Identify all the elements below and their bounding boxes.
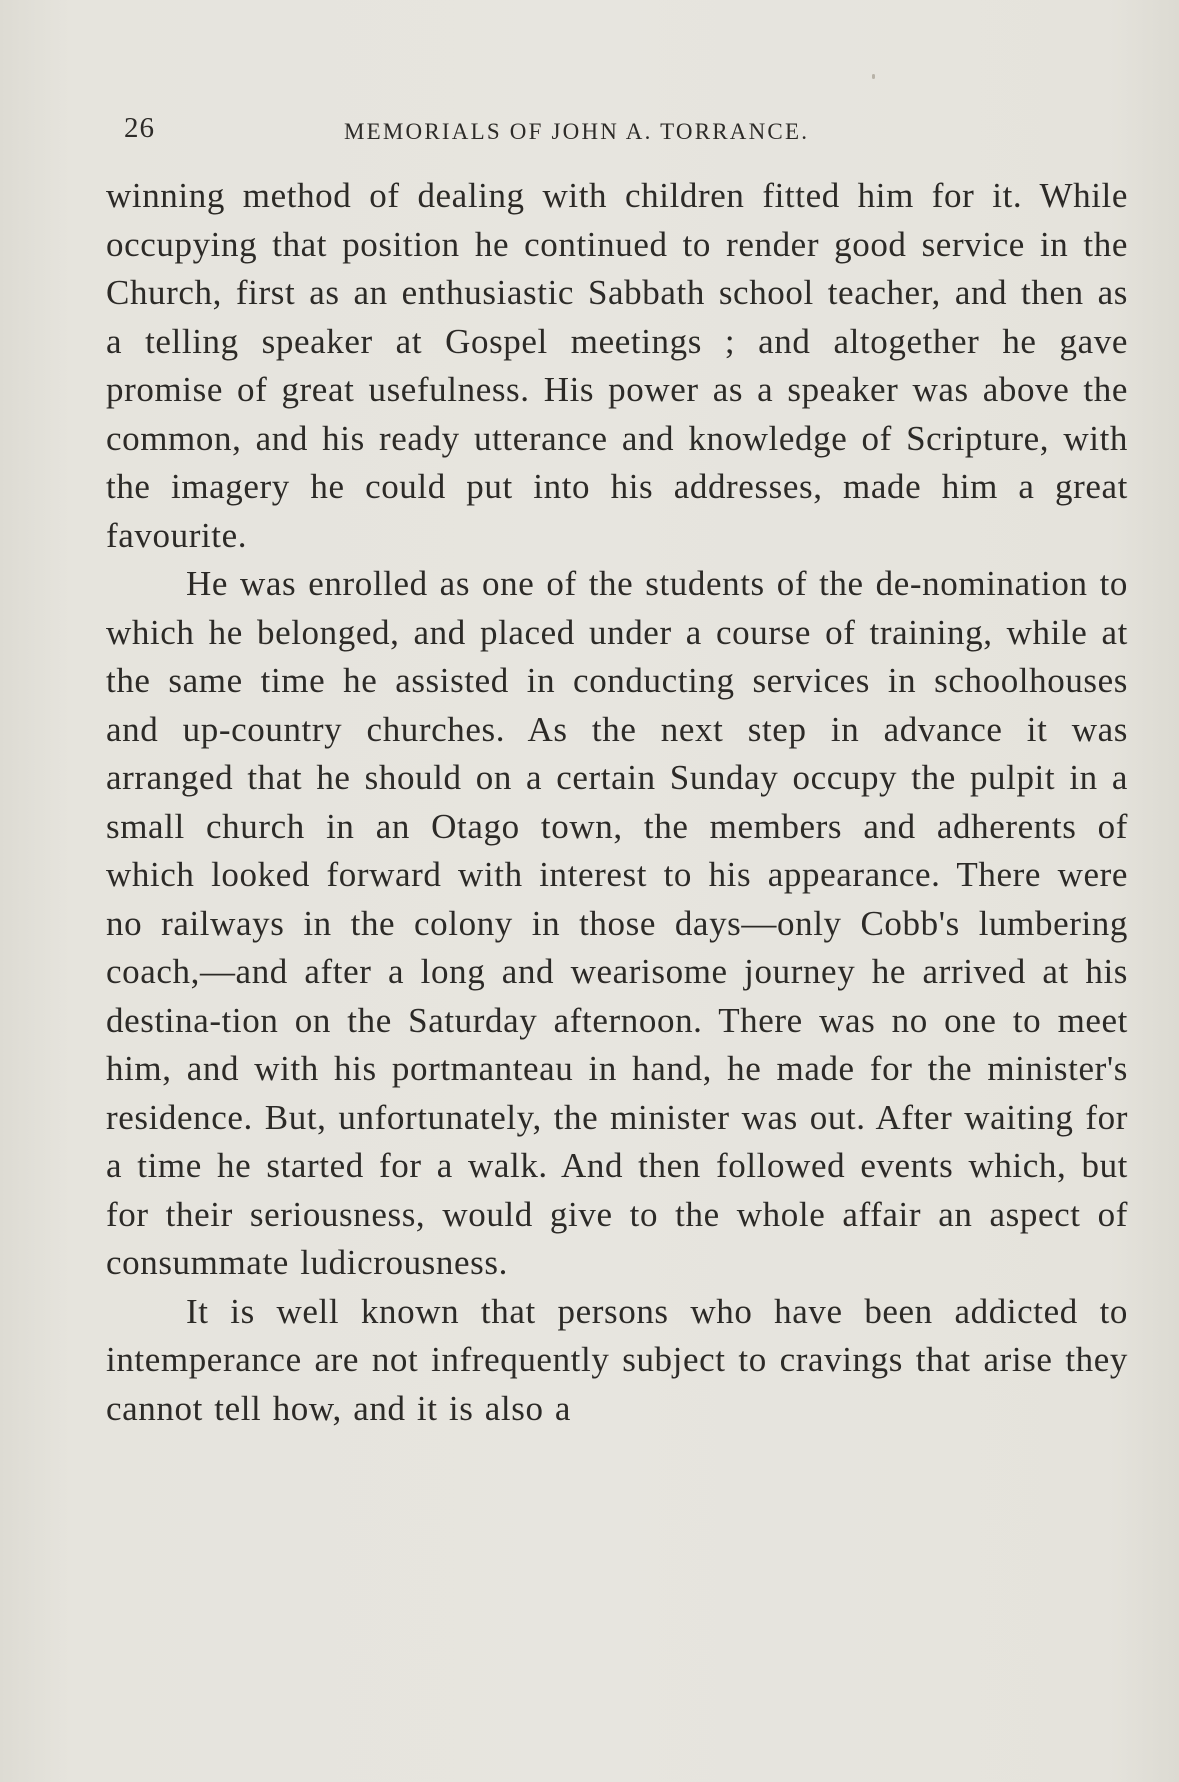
paragraph-3: It is well known that persons who have been addicted to intemperance are not infrequently subject to cravings that arise they cannot tell how, and it is also a (106, 1291, 1128, 1428)
paragraph-2: He was enrolled as one of the students of the de-nomination to which he belonged, and placed under a course of training, while at the same time he assisted in conducting services in schoolhouses and up-country churches. As the next step in advance it was arranged that he should on a certain Sunday occupy the pulpit in a small church in an Otago town, the members and adherents of which looked forward with interest to his appearance. There were no railways in the colony in those days—only Cobb's lumbering coach,—and after a long and wearisome journey he arrived at his destina-tion on the Saturday afternoon. There was no one to meet him, and with his portmanteau in hand, he made for the minister's residence. But, unfortunately, the minister was out. After waiting for a time he started for a walk. And then followed events which, but for their seriousness, would give to the whole affair an aspect of consummate ludicrousness. (106, 564, 1128, 1282)
running-head: MEMORIALS OF JOHN A. TORRANCE. (344, 119, 810, 144)
page-header (124, 112, 894, 152)
page-number: 26 (124, 112, 155, 144)
body-text (106, 172, 1128, 1433)
paragraph-1: winning method of dealing with children fitted him for it. While occupying that position he continued to render good service in the Church, first as an enthusiastic Sabbath school teacher, and then as a telling speaker at Gospel meetings ; and altogether he gave promise of great usefulness. His power as a speaker was above the common, and his ready utterance and knowledge of Scripture, with the imagery he could put into his addresses, made him a great favourite. (106, 176, 1128, 555)
paper-speck (872, 74, 875, 79)
